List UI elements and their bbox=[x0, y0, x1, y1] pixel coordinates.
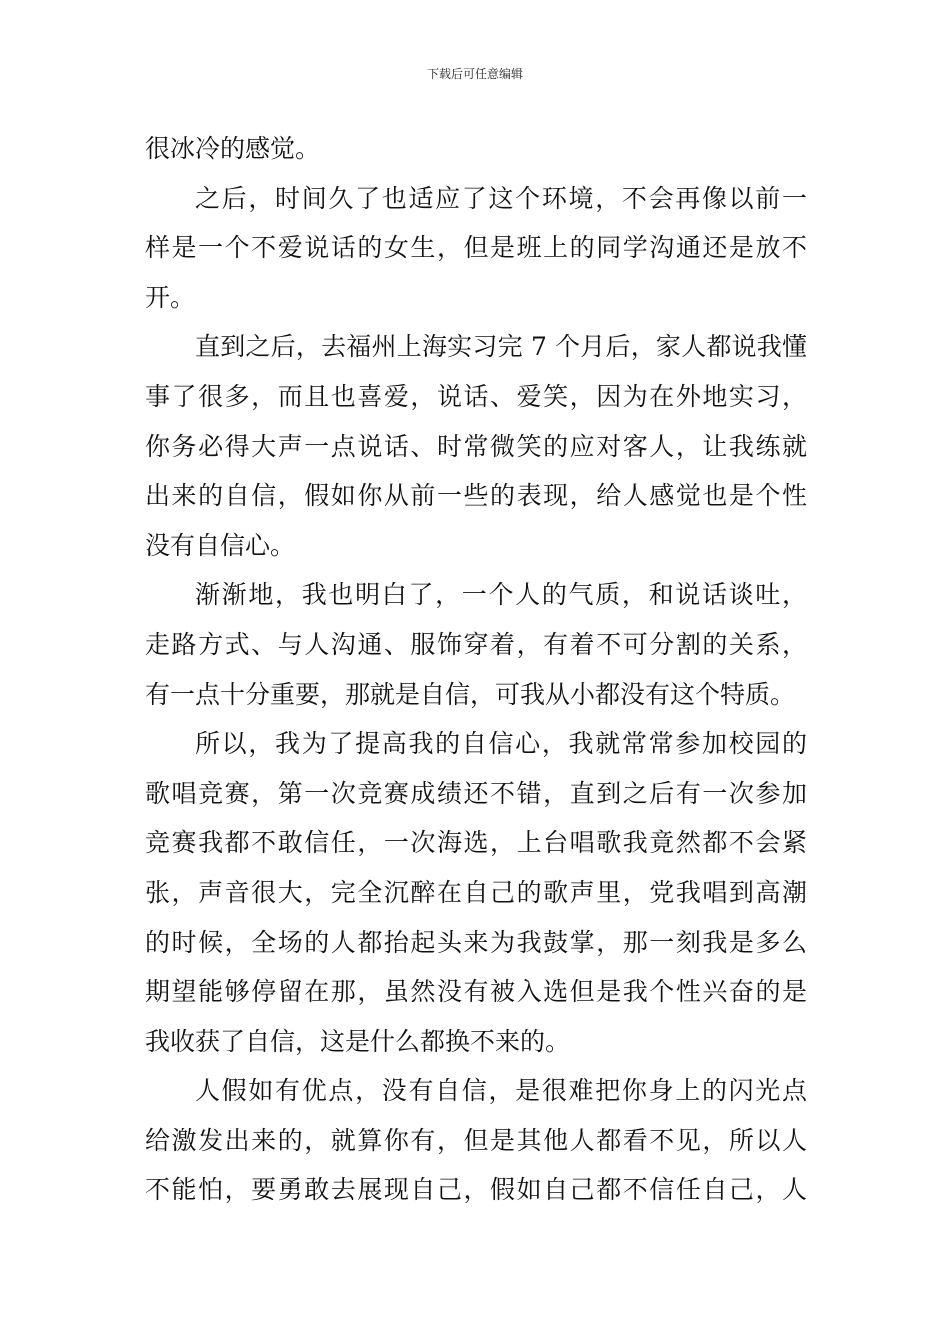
text-line: 给激发出来的，就算你有，但是其他人都看不见，所以人 bbox=[145, 1125, 807, 1155]
text-line: 歌唱竞赛，第一次竞赛成绩还不错，直到之后有一次参加 bbox=[145, 778, 807, 808]
text-line: 不能怕，要勇敢去展现自己，假如自己都不信任自己，人 bbox=[145, 1175, 807, 1205]
text-line: 很冰冷的感觉。 bbox=[145, 134, 321, 163]
text-line: 没有自信心。 bbox=[145, 530, 296, 560]
text-line: 开。 bbox=[145, 282, 196, 312]
text-line: 样是一个不爱说话的女生，但是班上的同学沟通还是放不 bbox=[145, 233, 807, 263]
text-line: 事了很多，而且也喜爱，说话、爱笑，因为在外地实习， bbox=[145, 381, 807, 411]
text-line: 你务必得大声一点说话、时常微笑的应对客人，让我练就 bbox=[145, 431, 807, 461]
text-line: 渐渐地，我也明白了，一个人的气质，和说话谈吐， bbox=[195, 580, 807, 610]
document-body bbox=[145, 124, 807, 1215]
text-line: 出来的自信，假如你从前一些的表现，给人感觉也是个性 bbox=[145, 481, 807, 511]
text-line: 张，声音很大，完全沉醉在自己的歌声里，党我唱到高潮 bbox=[145, 877, 807, 907]
text-line: 直到之后，去福州上海实习完 7 个月后，家人都说我懂 bbox=[195, 332, 807, 362]
text-line: 之后，时间久了也适应了这个环境，不会再像以前一 bbox=[195, 183, 807, 213]
paragraph bbox=[145, 124, 807, 174]
paragraph bbox=[145, 174, 807, 323]
paragraph bbox=[145, 322, 807, 570]
text-line: 人假如有优点，没有自信，是很难把你身上的闪光点 bbox=[195, 1076, 807, 1106]
paragraph bbox=[145, 719, 807, 1066]
text-line: 期望能够停留在那，虽然没有被入选但是我个性兴奋的是 bbox=[145, 977, 807, 1007]
text-line: 走路方式、与人沟通、服饰穿着，有着不可分割的关系， bbox=[145, 629, 807, 659]
text-line: 有一点十分重要，那就是自信，可我从小都没有这个特质。 bbox=[145, 679, 796, 709]
text-line: 竞赛我都不敢信任，一次海选，上台唱歌我竟然都不会紧 bbox=[145, 828, 807, 858]
text-line: 的时候，全场的人都抬起头来为我鼓掌，那一刻我是多么 bbox=[145, 927, 807, 957]
text-line: 我收获了自信，这是什么都换不来的。 bbox=[145, 1026, 571, 1056]
paragraph bbox=[145, 570, 807, 719]
text-line: 所以，我为了提高我的自信心，我就常常参加校园的 bbox=[195, 729, 807, 759]
page-header: 下载后可任意编辑 bbox=[426, 67, 523, 81]
paragraph bbox=[145, 1066, 807, 1215]
